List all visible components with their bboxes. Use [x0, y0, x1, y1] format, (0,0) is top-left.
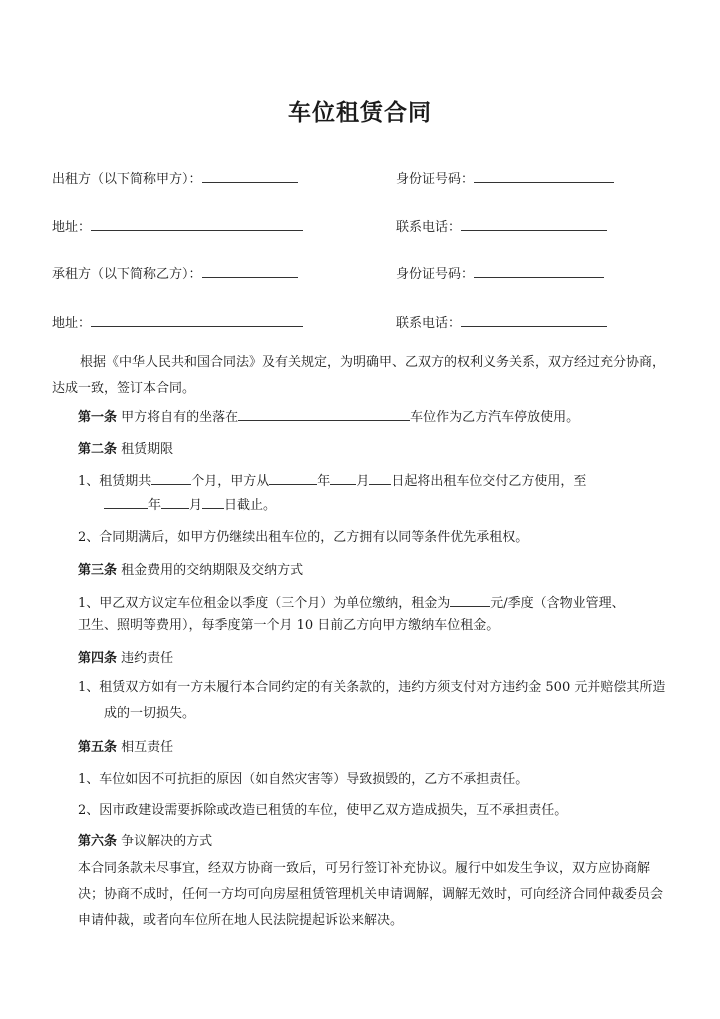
lessor-address-field: [52, 216, 303, 235]
end-month-blank[interactable]: [161, 495, 189, 509]
lessor-id-label: 身份证号码：: [396, 172, 475, 187]
rent-unit: 元/季度（含物业管理、: [490, 596, 625, 611]
article-3-item-1-line-1: [78, 592, 625, 611]
lessor-id-field: [396, 168, 614, 187]
lessor-id-blank[interactable]: [474, 169, 614, 183]
rent-prefix: 1、甲乙双方议定车位租金以季度（三个月）为单位缴纳，租金为: [78, 596, 451, 611]
end-day-blank[interactable]: [202, 495, 224, 509]
lessee-phone-label: 联系电话：: [396, 316, 462, 331]
article-4-title-line: [78, 647, 173, 666]
article-6-title: 争议解决的方式: [121, 834, 213, 849]
lessee-id-field: [396, 263, 604, 282]
lessor-phone-blank[interactable]: [461, 217, 607, 231]
article-2-title: 租赁期限: [121, 442, 174, 457]
article-4-item-1: 1、租赁双方如有一方未履行本合同约定的有关条款的，违约方须支付对方违约金 500 元并赔偿其所造成的一切损失。: [78, 680, 666, 721]
start-year-blank[interactable]: [269, 471, 317, 485]
article-2-item-1-line-1: [78, 470, 586, 489]
months-blank[interactable]: [151, 471, 191, 485]
article-4-heading: 第四条: [78, 651, 118, 666]
article-6-title-line: [78, 830, 212, 849]
lessee-phone-field: [396, 312, 607, 331]
term-prefix: 1、租赁期共: [78, 474, 152, 489]
lessee-id-blank[interactable]: [474, 264, 604, 278]
location-blank[interactable]: [238, 407, 410, 421]
lessee-field: [52, 263, 298, 282]
article-5-title: 相互责任: [121, 740, 174, 755]
article-6-body: 本合同条款未尽事宜，经双方协商一致后，可另行签订补充协议。履行中如发生争议，双方应协商解决；协商不成时，任何一方均可向房屋租赁管理机关申请调解，调解无效时，可向经济合同仲裁委员会申请仲裁，或者向车位所在地人民法院提起诉讼来解决。: [78, 861, 664, 928]
lessor-address-label: 地址：: [52, 220, 92, 235]
article-5-item-1: 1、车位如因不可抗拒的原因（如自然灾害等）导致损毁的，乙方不承担责任。: [78, 772, 529, 787]
article-1: [78, 406, 579, 425]
lessee-id-label: 身份证号码：: [396, 267, 475, 282]
term-from: 个月，甲方从: [191, 474, 270, 489]
end-day-label: 日截止。: [224, 498, 277, 513]
lessee-blank[interactable]: [202, 264, 298, 278]
lessee-phone-blank[interactable]: [461, 313, 607, 327]
lessee-address-field: [52, 312, 303, 331]
end-year-label: 年: [148, 498, 162, 513]
article-1-heading: 第一条: [78, 410, 118, 425]
article-3-title: 租金费用的交纳期限及交纳方式: [121, 563, 304, 578]
article-3-item-1-line-2: 卫生、照明等费用），每季度第一个月 10 日前乙方向甲方缴纳车位租金。: [78, 618, 500, 633]
end-year-blank[interactable]: [104, 495, 148, 509]
start-month-blank[interactable]: [330, 471, 356, 485]
lessor-field: [52, 168, 298, 187]
article-5-item-2: 2、因市政建设需要拆除或改造已租赁的车位，使甲乙双方造成损失，互不承担责任。: [78, 803, 568, 818]
page-title: 车位租赁合同: [288, 100, 432, 126]
article-1-text-a: 甲方将自有的坐落在: [121, 410, 239, 425]
article-6-heading: 第六条: [78, 834, 118, 849]
article-3-title-line: [78, 559, 303, 578]
article-1-text-b: 车位作为乙方汽车停放使用。: [410, 410, 580, 425]
article-3-heading: 第三条: [78, 563, 118, 578]
lessor-address-blank[interactable]: [91, 217, 303, 231]
rent-amount-blank[interactable]: [450, 593, 490, 607]
article-4-title: 违约责任: [121, 651, 174, 666]
start-year-label: 年: [317, 474, 331, 489]
preamble: 根据《中华人民共和国合同法》及有关规定，为明确甲、乙双方的权利义务关系，双方经过充分协商，达成一致，签订本合同。: [52, 355, 666, 396]
start-month-label: 月: [356, 474, 370, 489]
start-day-blank[interactable]: [369, 471, 391, 485]
start-day-label: 日起将出租车位交付乙方使用，至: [391, 474, 587, 489]
article-2-item-1-line-2: [104, 494, 276, 513]
lessor-phone-label: 联系电话：: [396, 220, 462, 235]
article-2-item-2: 2、合同期满后，如甲方仍继续出租车位的，乙方拥有以同等条件优先承租权。: [78, 530, 529, 545]
article-5-heading: 第五条: [78, 740, 118, 755]
article-2-title-line: [78, 438, 173, 457]
article-5-title-line: [78, 736, 173, 755]
lessee-label: 承租方（以下简称乙方）：: [52, 267, 202, 282]
lessee-address-label: 地址：: [52, 316, 92, 331]
end-month-label: 月: [189, 498, 203, 513]
lessor-phone-field: [396, 216, 607, 235]
lessee-address-blank[interactable]: [91, 313, 303, 327]
lessor-blank[interactable]: [202, 169, 298, 183]
article-2-heading: 第二条: [78, 442, 118, 457]
lessor-label: 出租方（以下简称甲方）：: [52, 172, 202, 187]
